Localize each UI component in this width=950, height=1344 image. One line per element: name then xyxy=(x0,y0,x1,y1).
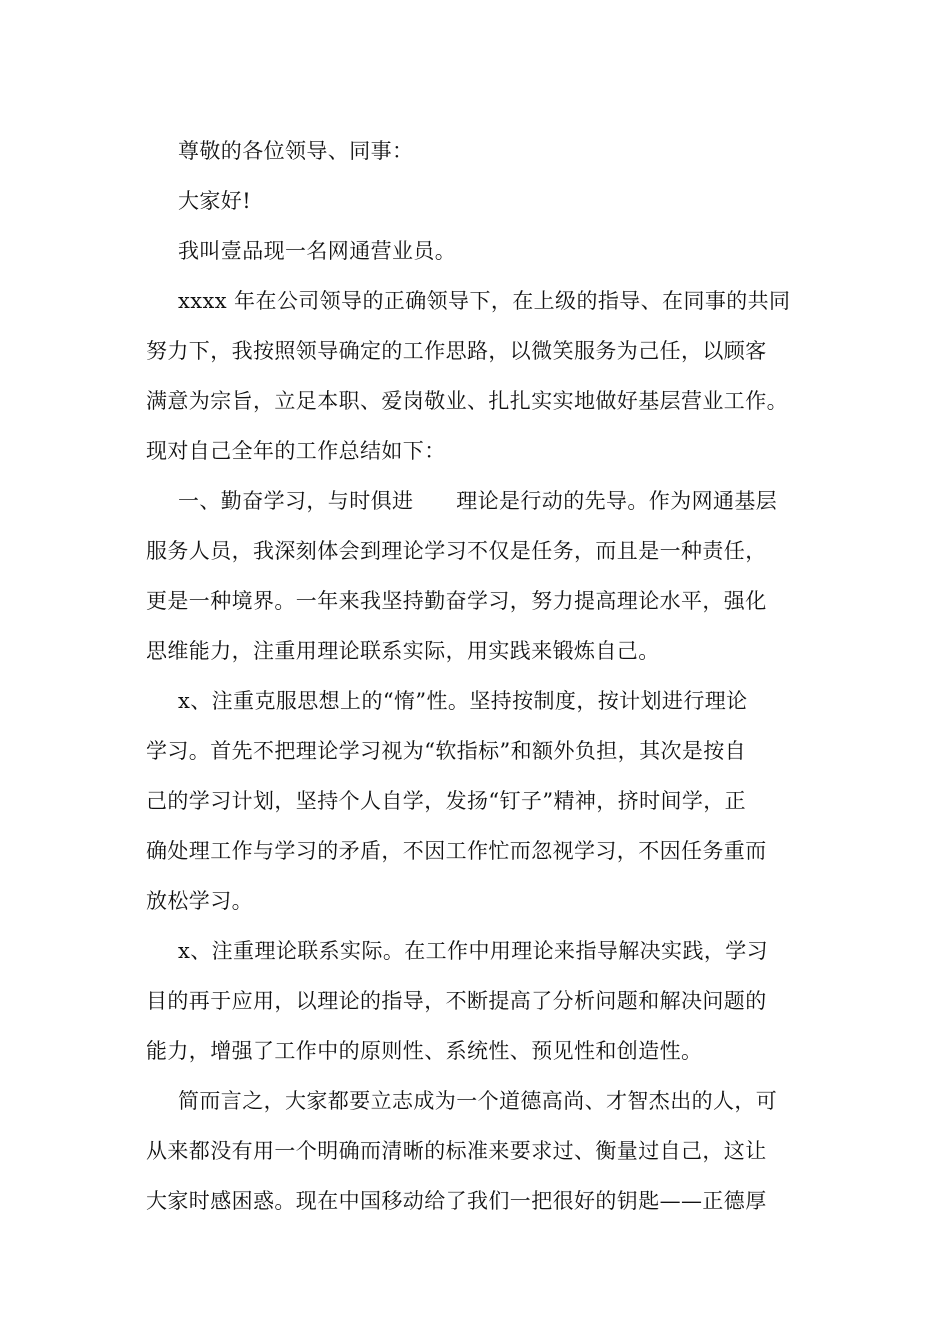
paragraph-line: 满意为宗旨，立足本职、爱岗敬业、扎扎实实地做好基层营业工作。 xyxy=(146,389,788,413)
paragraph-line: 能力，增强了工作中的原则性、系统性、预见性和创造性。 xyxy=(146,1039,703,1063)
self-introduction: 我叫壹品现一名网通营业员。 xyxy=(178,239,457,263)
section-heading-line: 一、勤奋学习，与时俱进 理论是行动的先导。作为网通基层 xyxy=(178,489,778,513)
paragraph-line: 目的再于应用，以理论的指导，不断提高了分析问题和解决问题的 xyxy=(146,989,767,1013)
paragraph-line: 现对自己全年的工作总结如下： xyxy=(146,439,446,463)
paragraph-line: 放松学习。 xyxy=(146,889,253,913)
paragraph-line: 确处理工作与学习的矛盾，不因工作忙而忽视学习，不因任务重而 xyxy=(146,839,767,863)
paragraph-line: 学习。首先不把理论学习视为“软指标”和额外负担，其次是按自 xyxy=(146,739,747,763)
paragraph-line: 思维能力，注重用理论联系实际，用实践来锻炼自己。 xyxy=(146,639,660,663)
paragraph-line: 努力下，我按照领导确定的工作思路，以微笑服务为己任，以顾客 xyxy=(146,339,767,363)
paragraph-line: xxxx 年在公司领导的正确领导下，在上级的指导、在同事的共同 xyxy=(178,289,791,313)
paragraph-line: 服务人员，我深刻体会到理论学习不仅是任务，而且是一种责任， xyxy=(146,539,767,563)
paragraph-line: 从来都没有用一个明确而清晰的标准来要求过、衡量过自己，这让 xyxy=(146,1139,767,1163)
paragraph-line: 简而言之，大家都要立志成为一个道德高尚、才智杰出的人，可 xyxy=(178,1089,778,1113)
paragraph-line: 更是一种境界。一年来我坚持勤奋学习，努力提高理论水平，强化 xyxy=(146,589,767,613)
salutation: 尊敬的各位领导、同事： xyxy=(178,139,414,163)
greeting: 大家好! xyxy=(178,189,252,213)
paragraph-line: x、注重克服思想上的“惰”性。坚持按制度，按计划进行理论 xyxy=(178,689,748,713)
paragraph-line: 己的学习计划，坚持个人自学，发扬“钉子”精神，挤时间学，正 xyxy=(146,789,747,813)
paragraph-line: 大家时感困惑。现在中国移动给了我们一把很好的钥匙——正德厚 xyxy=(146,1189,767,1213)
paragraph-line: x、注重理论联系实际。在工作中用理论来指导解决实践，学习 xyxy=(178,939,769,963)
